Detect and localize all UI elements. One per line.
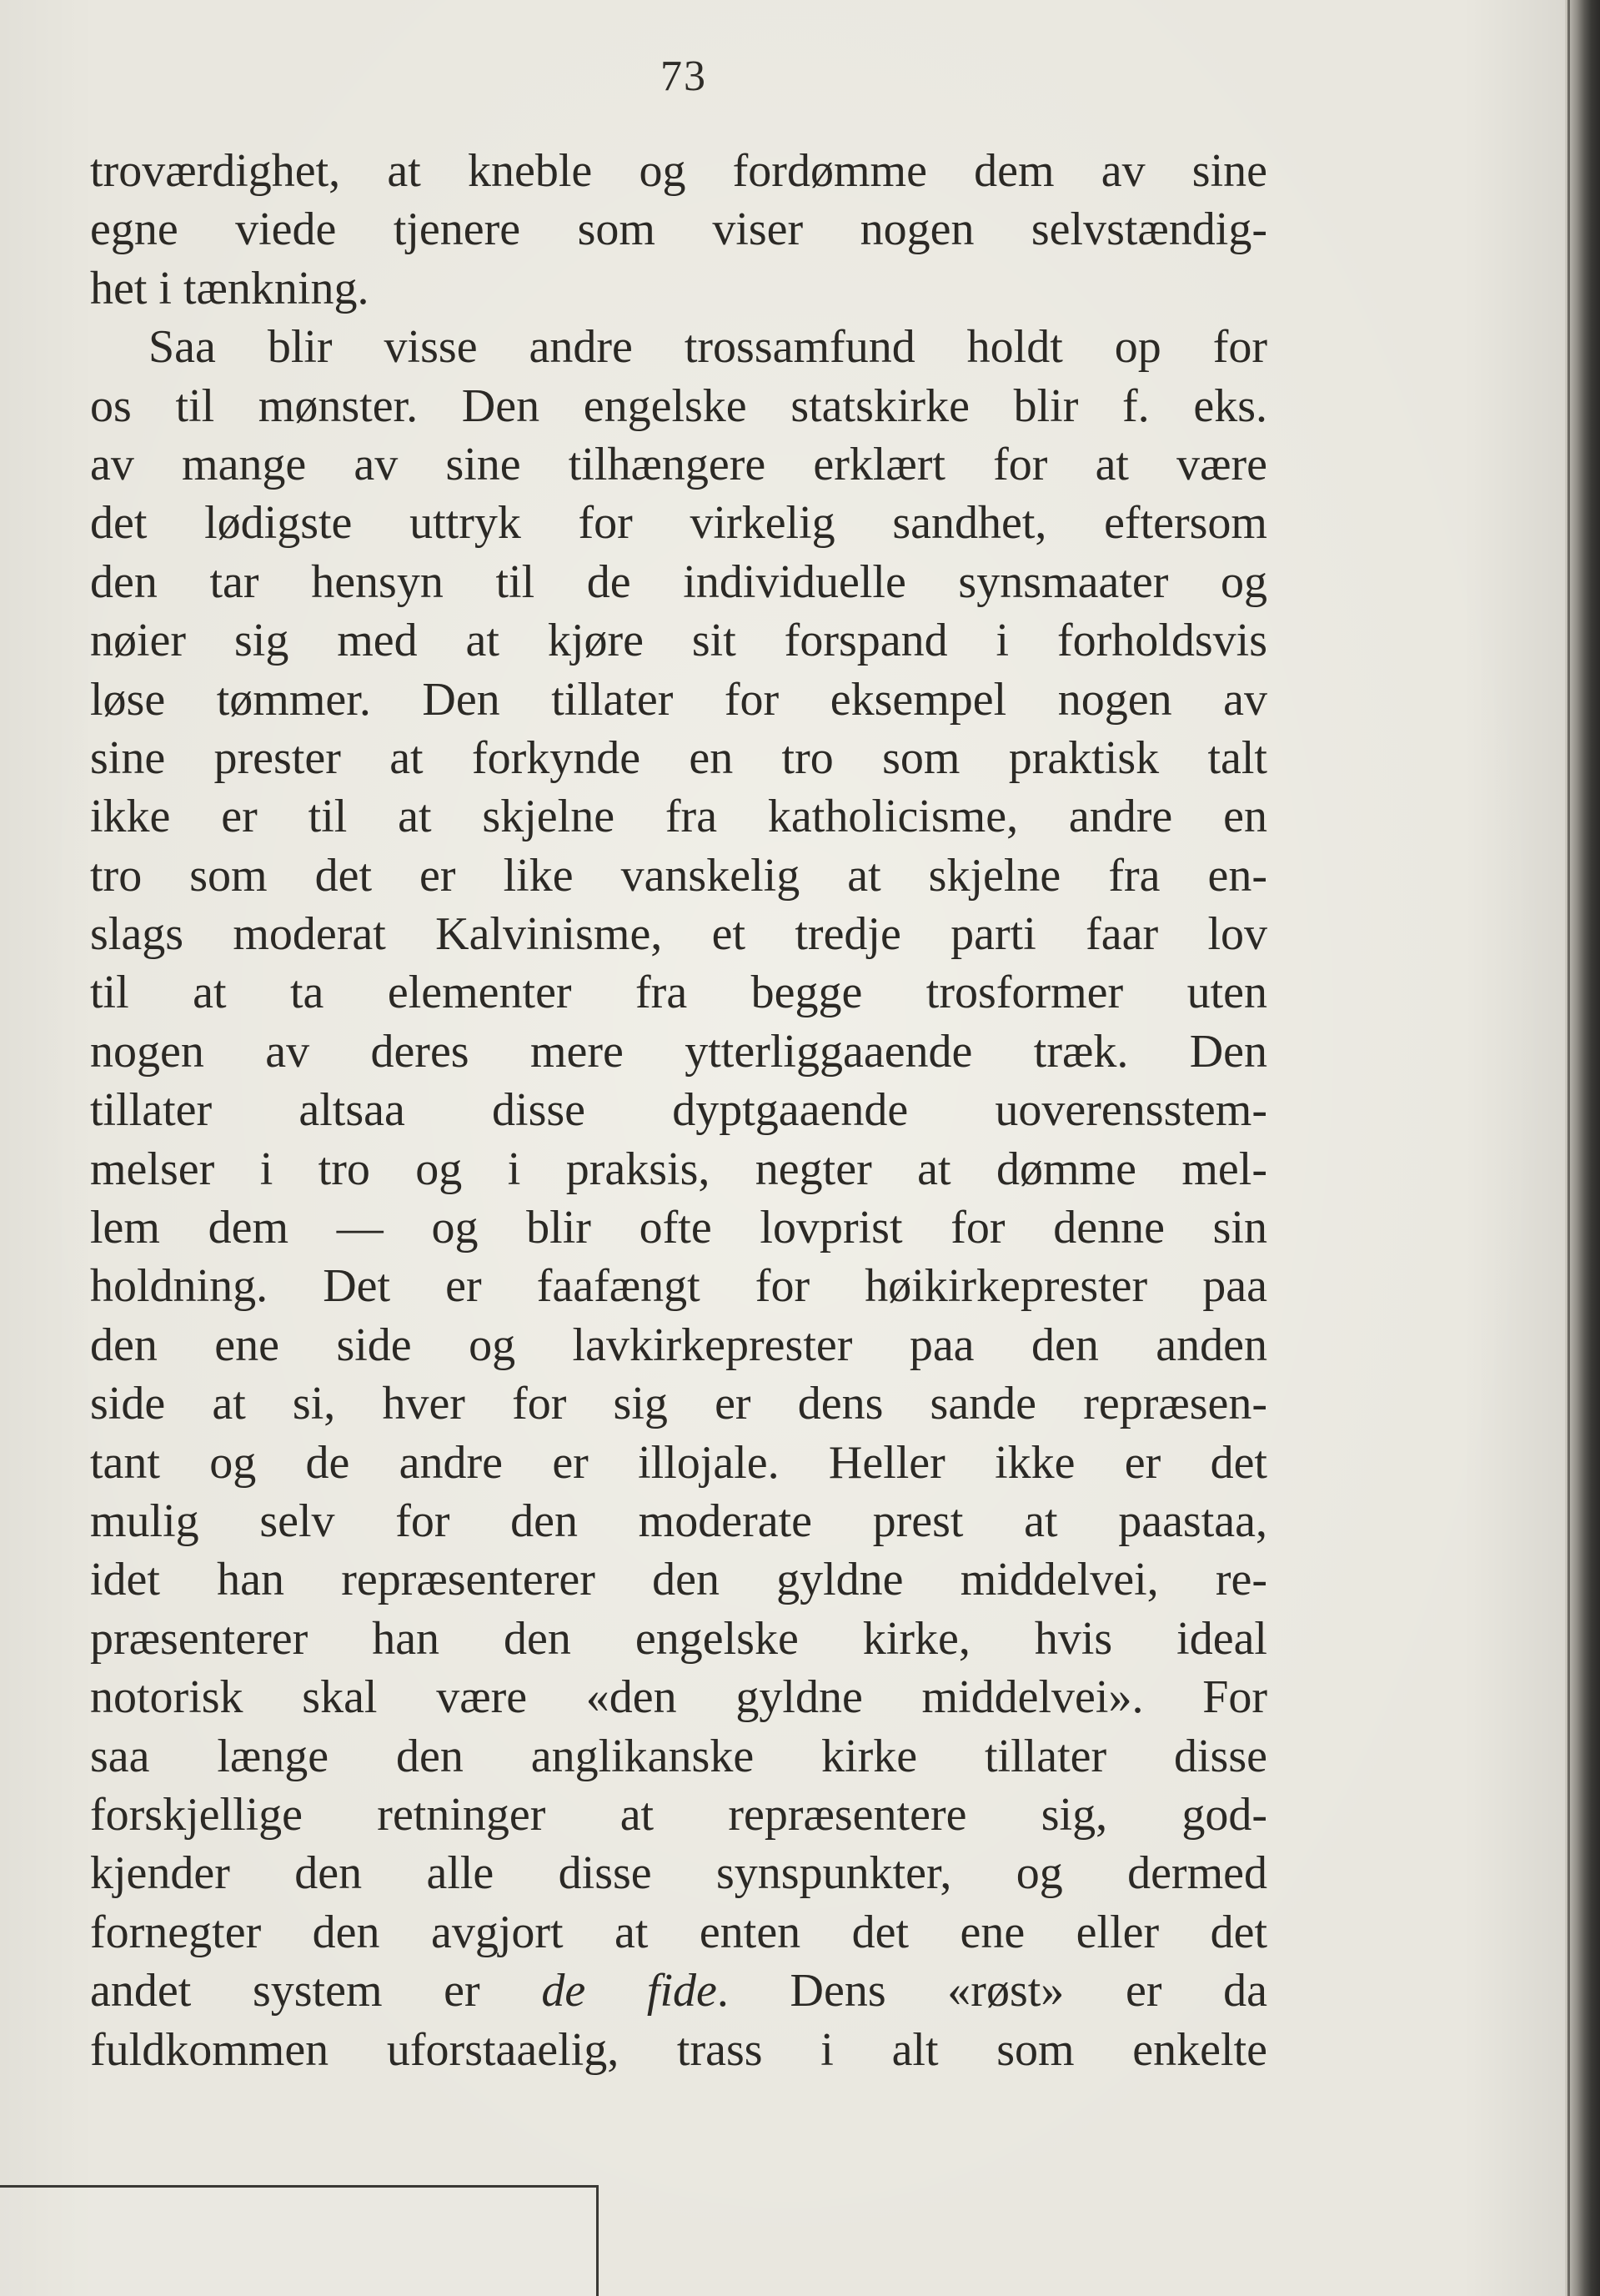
text-line: forskjellige retninger at repræsentere sig, god- <box>90 1788 1267 1841</box>
text-line: side at si, hver for sig er dens sande repræsen- <box>90 1378 1267 1430</box>
text-line: troværdighet, at kneble og fordømme dem av sine <box>90 145 1267 197</box>
text-line: sine prester at forkynde en tro som praktisk talt <box>90 731 1267 784</box>
text-line: præsenterer han den engelske kirke, hvis ideal <box>90 1612 1267 1665</box>
text-run: . Dens «røst» er da <box>716 1965 1267 2017</box>
text-line: tro som det er like vanskelig at skjelne fra en- <box>90 849 1267 902</box>
text-line: av mange av sine tilhængere erklært for at være <box>90 438 1267 490</box>
italic-term: de fide <box>541 1965 717 2017</box>
text-line: nogen av deres mere ytterliggaaende træk. Den <box>90 1025 1267 1078</box>
text-line: tillater altsaa disse dyptgaaende uoverensstem- <box>90 1084 1267 1137</box>
text-line: det lødigste uttryk for virkelig sandhet, eftersom <box>90 497 1267 550</box>
text-line: ikke er til at skjelne fra katholicisme, andre en <box>90 791 1267 843</box>
text-line: løse tømmer. Den tillater for eksempel nogen av <box>90 673 1267 726</box>
text-line: lem dem — og blir ofte lovprist for denne sin <box>90 1202 1267 1254</box>
text-line: idet han repræsenterer den gyldne middelvei, re- <box>90 1554 1267 1606</box>
text-run: andet system er <box>90 1965 542 2017</box>
text-line: den tar hensyn til de individuelle synsmaater og <box>90 555 1267 608</box>
text-line <box>90 1962 1267 2020</box>
text-line: den ene side og lavkirkeprester paa den anden <box>90 1319 1267 1371</box>
text-line: notorisk skal være «den gyldne middelvei». For <box>90 1671 1267 1724</box>
text-line: tant og de andre er illojale. Heller ikke er det <box>90 1436 1267 1489</box>
text-line: mulig selv for den moderate prest at paastaa, <box>90 1495 1267 1547</box>
page-number: 73 <box>660 53 707 100</box>
text-line: kjender den alle disse synspunkter, og dermed <box>90 1847 1267 1900</box>
text-line: holdning. Det er faafængt for høikirkeprester paa <box>90 1260 1267 1313</box>
text-line: fuldkommen uforstaaelig, trass i alt som enkelte <box>90 2023 1267 2076</box>
body-text <box>90 142 1267 2079</box>
text-line: til at ta elementer fra begge trosformer uten <box>90 967 1267 1019</box>
text-line: melser i tro og i praksis, negter at dømme mel- <box>90 1143 1267 1195</box>
text-line: egne viede tjenere som viser nogen selvstændig- <box>90 203 1267 256</box>
text-line: het i tænkning. <box>90 262 369 314</box>
text-line: os til mønster. Den engelske statskirke blir f. eks. <box>90 379 1267 432</box>
text-line: nøier sig med at kjøre sit forspand i forholdsvis <box>90 615 1267 667</box>
text-line: fornegter den avgjort at enten det ene eller det <box>90 1906 1267 1958</box>
library-label-box <box>0 2185 599 2296</box>
text-line: saa længe den anglikanske kirke tillater disse <box>90 1730 1267 1782</box>
binding-shadow-line <box>1567 0 1570 2296</box>
text-line: Saa blir visse andre trossamfund holdt op for <box>148 321 1267 374</box>
text-line: slags moderat Kalvinisme, et tredje parti faar lov <box>90 908 1267 961</box>
book-binding-edge <box>1565 0 1600 2296</box>
